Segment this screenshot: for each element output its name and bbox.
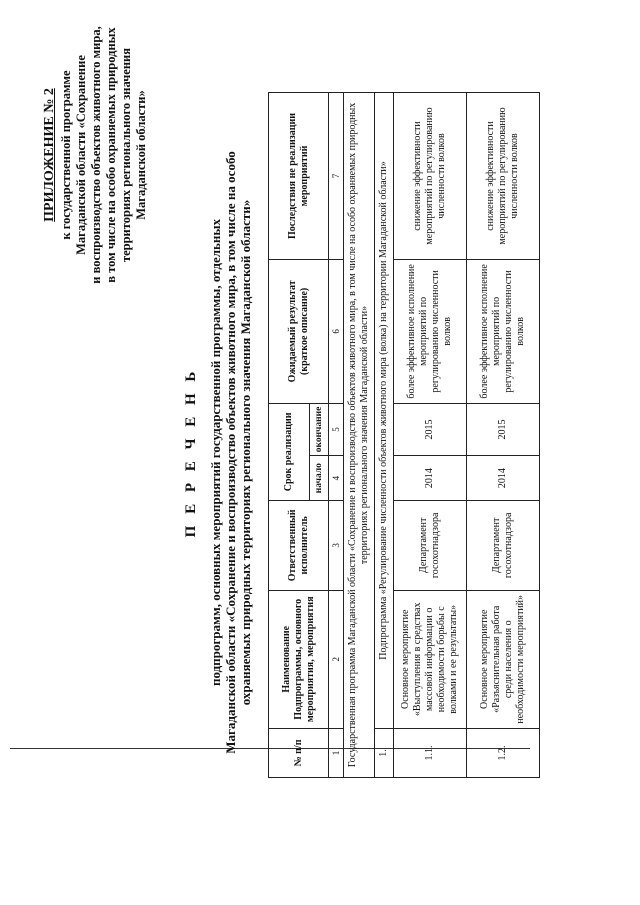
column-index: 3 [329, 501, 344, 591]
row-start: 2014 [467, 456, 540, 501]
table-row [467, 93, 540, 778]
appendix-line: территориях регионального значения [119, 47, 133, 263]
row-consequences: снижение эффективности мероприятий по регулированию численности волков [467, 93, 540, 260]
program-title: Государственная программа Магаданской области «Сохранение и воспроизводство объектов животного мира, в том числе на особо охраняемых природных территориях регионального значения Магаданской области» [344, 93, 375, 778]
appendix-line: и воспроизводство объектов животного мира, [89, 26, 103, 284]
measures-table [268, 92, 540, 778]
row-executor: Департамент госохотнадзора [394, 501, 467, 591]
row-result: более эффективное исполнение мероприятий по регулированию численности волков [467, 260, 540, 404]
row-start: 2014 [394, 456, 467, 501]
subtitle-line: охраняемых природных территориях регионального значения Магаданской области» [238, 199, 253, 706]
row-end: 2015 [394, 403, 467, 456]
row-num: 1.1. [394, 728, 467, 777]
subprogram-title: Подпрограмма «Регулирование численности объектов животного мира (волка) на территории Магаданской области» [375, 93, 394, 729]
program-row [344, 93, 375, 778]
appendix-line: Магаданской области» [134, 90, 148, 220]
row-name: Основное мероприятие «Разъяснительная работа среди населения о необходимости мероприятий» [467, 590, 540, 728]
column-index: 1 [329, 728, 344, 777]
column-index: 6 [329, 260, 344, 404]
column-index: 4 [329, 456, 344, 501]
subprogram-row [375, 93, 394, 778]
header-period: Срок реализации [269, 403, 310, 500]
row-num: 1.2. [467, 728, 540, 777]
header-start: начало [310, 456, 329, 501]
column-index: 2 [329, 590, 344, 728]
column-index: 5 [329, 403, 344, 456]
subtitle-line: подпрограмм, основных мероприятий государственной программы, отдельных [208, 218, 223, 687]
row-result: более эффективное исполнение мероприятий по регулированию численности волков [394, 260, 467, 404]
appendix-line: к государственной программе [59, 70, 73, 240]
header-result: Ожидаемый результат (краткое описание) [269, 260, 329, 404]
appendix-line: в том числе на особо охраняемых природных [104, 27, 118, 283]
subprogram-num: 1. [375, 728, 394, 777]
appendix-line: Магаданской области «Сохранение [74, 55, 88, 255]
header-num: № п/п [269, 728, 329, 777]
header-name: Наименование Подпрограммы, основного мероприятия, мероприятия [269, 590, 329, 728]
appendix-block [42, 15, 149, 295]
header-consequences: Последствия не реализации мероприятий [269, 93, 329, 260]
document-subtitle [208, 0, 253, 905]
column-index: 7 [329, 93, 344, 260]
table-header-row [269, 93, 310, 778]
header-end: окончание [310, 403, 329, 456]
row-consequences: снижение эффективности мероприятий по регулированию численности волков [394, 93, 467, 260]
table-row [394, 93, 467, 778]
document-title: П Е Р Е Ч Е Н Ь [183, 367, 199, 538]
column-index-row [329, 93, 344, 778]
row-executor: Департамент госохотнадзора [467, 501, 540, 591]
row-name: Основное мероприятие «Выступления в средствах массовой информации о необходимости борьбы с волками и ее результаты» [394, 590, 467, 728]
subtitle-line: Магаданской области «Сохранение и воспроизводство объектов животного мира, в том числе на особо [223, 151, 238, 754]
appendix-title: ПРИЛОЖЕНИЕ № 2 [42, 88, 57, 222]
row-end: 2015 [467, 403, 540, 456]
header-executor: Ответственный исполнитель [269, 501, 329, 591]
